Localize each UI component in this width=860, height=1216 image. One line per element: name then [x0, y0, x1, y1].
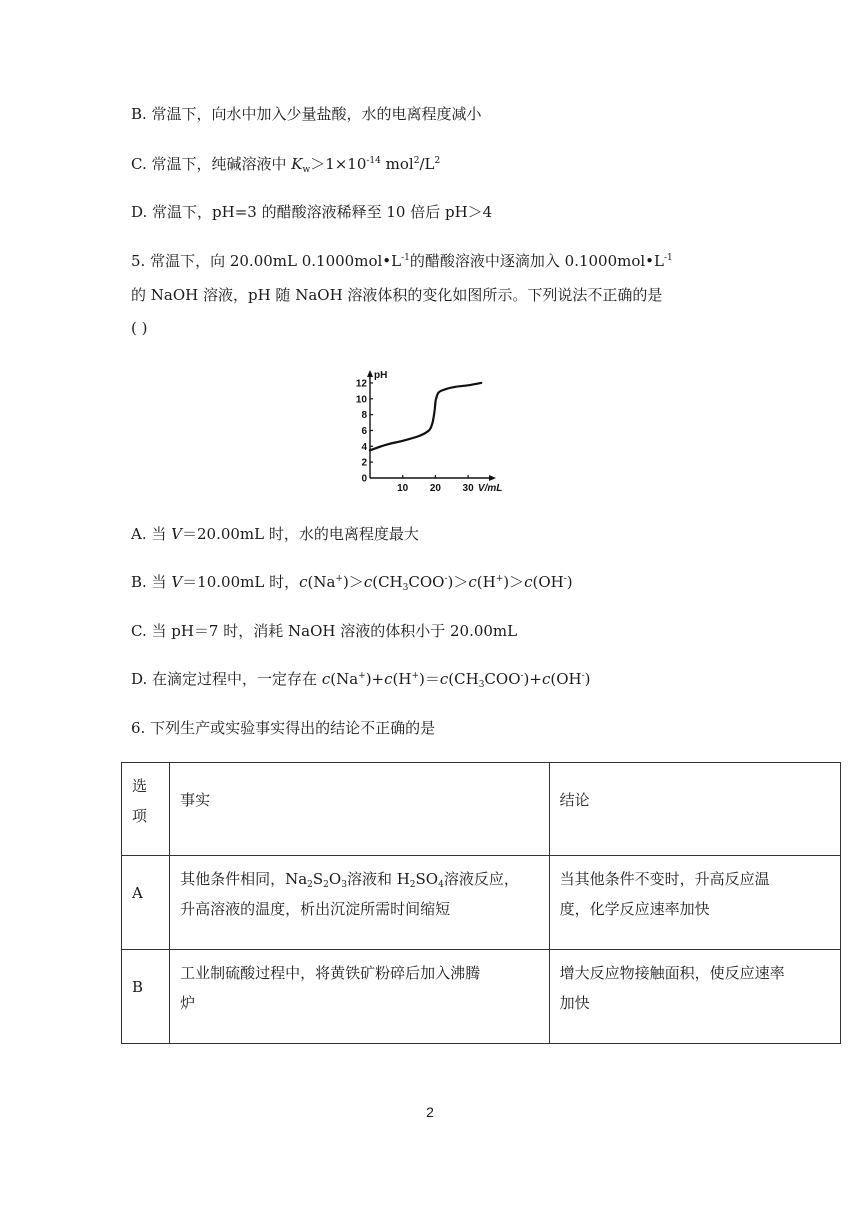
chart-ticks — [356, 378, 474, 494]
row-b-fact-line2: 炉 — [180, 994, 196, 1012]
y-tick-label: 0 — [361, 473, 367, 485]
y-axis-arrow — [367, 370, 373, 377]
q5-option-d: D. 在滴定过程中，一定存在 $c(Na^+)+c(H^+)=c(CH_3COO^-)+c(OH^-)$ — [131, 670, 591, 690]
row-a-option: A — [122, 856, 170, 950]
row-a-conclusion-line1: 当其他条件不变时，升高反应温 — [559, 870, 770, 888]
ph-curve-line — [370, 383, 481, 450]
row-a-conclusion-line2: 度，化学反应速率加快 — [559, 900, 710, 918]
header-fact: 事实 — [170, 763, 550, 856]
q4-option-b: B. 常温下，向水中加入少量盐酸，水的电离程度减小 — [131, 105, 482, 123]
y-tick-label: 6 — [361, 425, 367, 437]
table-header-row — [122, 763, 841, 856]
x-tick-label: 30 — [462, 483, 474, 494]
y-axis-label: pH — [374, 370, 388, 381]
table-row — [122, 856, 841, 950]
q6-table — [121, 762, 841, 1044]
row-a-fact — [170, 856, 550, 950]
row-a-fact-line2: 升高溶液的温度，析出沉淀所需时间缩短 — [180, 900, 451, 918]
row-a-conclusion — [549, 856, 840, 950]
q5-stem-line3: ( ) — [131, 319, 148, 337]
ph-titration-chart — [352, 364, 502, 498]
q5-option-c: C. 当 pH＝7 时，消耗 NaOH 溶液的体积小于 20.00mL — [131, 622, 518, 640]
row-b-option: B — [122, 950, 170, 1044]
y-tick-label: 2 — [361, 457, 367, 469]
x-tick-label: 10 — [397, 483, 409, 494]
row-b-conclusion-line2: 加快 — [559, 994, 590, 1012]
table-row — [122, 950, 841, 1044]
row-a-fact-line1: 其他条件相同，$Na_2S_2O_3$溶液和 $H_2SO_4$溶液反应， — [180, 870, 519, 890]
header-conclusion: 结论 — [549, 763, 840, 856]
x-axis-arrow — [489, 475, 496, 481]
x-axis-label: V/mL — [477, 483, 502, 494]
q5-stem-line1: 5. 常温下，向 20.00mL $0.1000mol•L^{-1}$的醋酸溶液中逐滴加入 $0.1000mol•L^{-1}$ — [131, 252, 673, 270]
q5-option-b: B. 当 V＝10.00mL 时，$c(Na^+)>c(CH_3COO^-)>c(H^+)>c(OH^-)$ — [131, 573, 573, 593]
q4-option-d: D. 常温下，pH=3 的醋酸溶液稀释至 10 倍后 pH＞4 — [131, 203, 493, 221]
row-b-conclusion — [549, 950, 840, 1044]
x-tick-label: 20 — [429, 483, 441, 494]
header-option — [122, 763, 170, 856]
page-number: 2 — [426, 1104, 434, 1120]
header-option-char1: 选 — [132, 777, 148, 795]
y-tick-label: 10 — [355, 394, 367, 406]
q6-stem: 6. 下列生产或实验事实得出的结论不正确的是 — [131, 719, 436, 737]
y-tick-label: 12 — [355, 378, 367, 390]
q5-option-a: A. 当 V＝20.00mL 时，水的电离程度最大 — [131, 525, 419, 543]
y-tick-label: 4 — [361, 441, 367, 453]
header-option-char2: 项 — [132, 807, 148, 825]
row-b-fact-line1: 工业制硫酸过程中，将黄铁矿粉碎后加入沸腾 — [180, 964, 481, 982]
q4-option-c: C. 常温下，纯碱溶液中 $K_w>1\times 10^{-14}$ $mol^2/L^2$ — [131, 155, 441, 175]
y-tick-label: 8 — [361, 410, 367, 422]
row-b-fact — [170, 950, 550, 1044]
row-b-conclusion-line1: 增大反应物接触面积，使反应速率 — [559, 964, 785, 982]
q5-stem-line2: 的 NaOH 溶液，pH 随 NaOH 溶液体积的变化如图所示。下列说法不正确的是 — [131, 286, 663, 304]
